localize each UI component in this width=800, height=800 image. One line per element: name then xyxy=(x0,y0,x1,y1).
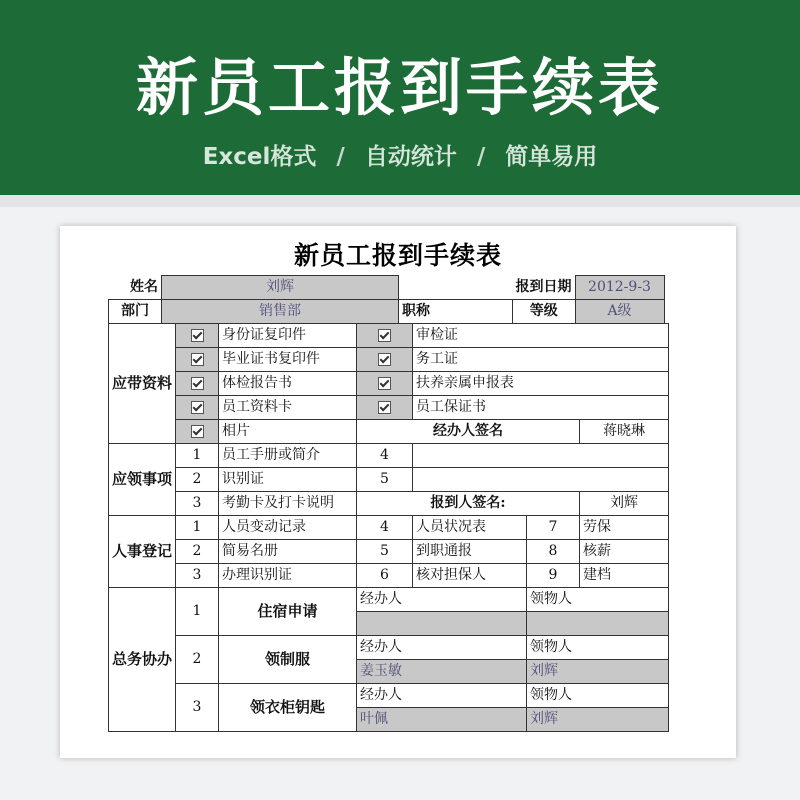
doc-checkbox[interactable] xyxy=(176,396,219,420)
doc-item: 毕业证书复印件 xyxy=(219,348,357,372)
receive-item: 考勤卡及打卡说明 xyxy=(219,492,357,516)
section-hr: 人事登记 xyxy=(109,516,176,588)
checkbox-checked-icon xyxy=(191,425,204,438)
admin-item: 领制服 xyxy=(219,636,357,684)
doc-checkbox[interactable] xyxy=(176,324,219,348)
handler-label: 经办人 xyxy=(357,684,527,708)
checkbox-checked-icon xyxy=(378,401,391,414)
receiver-value[interactable]: 刘辉 xyxy=(527,708,669,732)
hr-item: 核薪 xyxy=(580,540,669,564)
handler-value[interactable]: 叶佩 xyxy=(357,708,527,732)
checkbox-checked-icon xyxy=(378,353,391,366)
form-body-table xyxy=(108,323,669,732)
tag-excel-format: Excel格式 xyxy=(202,144,317,170)
header-banner xyxy=(0,0,800,195)
handler-value[interactable]: 姜玉敏 xyxy=(357,660,527,684)
receive-item: 识别证 xyxy=(219,468,357,492)
doc-checkbox[interactable] xyxy=(176,420,219,444)
hr-item: 办理识别证 xyxy=(219,564,357,588)
divider-band xyxy=(0,195,800,207)
handler-label: 经办人 xyxy=(357,588,527,612)
doc-item: 审检证 xyxy=(413,324,669,348)
checkbox-checked-icon xyxy=(378,329,391,342)
row-dept-position xyxy=(109,300,665,324)
admin-item: 住宿申请 xyxy=(219,588,357,636)
tag-easy-use: 简单易用 xyxy=(505,144,598,170)
hr-no: 4 xyxy=(357,516,413,540)
separator: / xyxy=(476,144,486,170)
receiver-label: 领物人 xyxy=(527,684,669,708)
hr-item: 简易名册 xyxy=(219,540,357,564)
doc-item: 体检报告书 xyxy=(219,372,357,396)
receive-no: 5 xyxy=(357,468,413,492)
grade-value[interactable]: A级 xyxy=(575,300,664,324)
receive-no: 4 xyxy=(357,444,413,468)
hr-no: 5 xyxy=(357,540,413,564)
doc-item: 员工资料卡 xyxy=(219,396,357,420)
hr-item: 核对担保人 xyxy=(413,564,527,588)
handler-label: 经办人 xyxy=(357,636,527,660)
receive-item: 员工手册或简介 xyxy=(219,444,357,468)
admin-no: 2 xyxy=(176,636,219,684)
doc-checkbox[interactable] xyxy=(176,348,219,372)
date-value[interactable]: 2012-9-3 xyxy=(575,276,664,300)
receiver-value[interactable]: 刘辉 xyxy=(527,660,669,684)
hr-item: 人员状况表 xyxy=(413,516,527,540)
doc-checkbox[interactable] xyxy=(357,372,413,396)
name-value[interactable]: 刘辉 xyxy=(162,276,399,300)
row-name-date xyxy=(109,276,665,300)
doc-item: 员工保证书 xyxy=(413,396,669,420)
doc-item: 扶养亲属申报表 xyxy=(413,372,669,396)
form-title: 新员工报到手续表 xyxy=(293,241,502,270)
checkbox-checked-icon xyxy=(191,353,204,366)
hr-no: 7 xyxy=(527,516,580,540)
section-admin: 总务协办 xyxy=(109,588,176,732)
position-label: 职称 xyxy=(402,303,430,319)
separator: / xyxy=(336,144,345,170)
receiver-label: 领物人 xyxy=(527,636,669,660)
reporter-sign-value[interactable]: 刘辉 xyxy=(580,492,669,516)
banner-title: 新员工报到手续表 xyxy=(135,51,664,124)
admin-no: 1 xyxy=(176,588,219,636)
onboarding-form-table xyxy=(108,275,665,324)
hr-no: 1 xyxy=(176,516,219,540)
receive-no: 3 xyxy=(176,492,219,516)
hr-no: 9 xyxy=(527,564,580,588)
hr-item: 劳保 xyxy=(580,516,669,540)
dept-label: 部门 xyxy=(109,300,162,324)
hr-no: 8 xyxy=(527,540,580,564)
hr-item: 建档 xyxy=(580,564,669,588)
date-label: 报到日期 xyxy=(515,278,572,295)
doc-item: 相片 xyxy=(219,420,357,444)
receive-no: 2 xyxy=(176,468,219,492)
doc-checkbox[interactable] xyxy=(176,372,219,396)
section-receive: 应领事项 xyxy=(109,444,176,516)
hr-item: 人员变动记录 xyxy=(219,516,357,540)
checkbox-checked-icon xyxy=(191,377,204,390)
grade-label: 等级 xyxy=(513,300,576,324)
checkbox-checked-icon xyxy=(191,401,204,414)
doc-checkbox[interactable] xyxy=(357,348,413,372)
reporter-sign-label: 报到人签名: xyxy=(357,492,580,516)
checkbox-checked-icon xyxy=(191,329,204,342)
doc-item: 身份证复印件 xyxy=(219,324,357,348)
admin-no: 3 xyxy=(176,684,219,732)
admin-item: 领衣柜钥匙 xyxy=(219,684,357,732)
tag-auto-stats: 自动统计 xyxy=(364,144,457,170)
hr-no: 6 xyxy=(357,564,413,588)
receive-no: 1 xyxy=(176,444,219,468)
hr-item: 到职通报 xyxy=(413,540,527,564)
handler-sign-label: 经办人签名 xyxy=(357,420,580,444)
doc-checkbox[interactable] xyxy=(357,324,413,348)
form-sheet xyxy=(60,226,736,758)
hr-no: 2 xyxy=(176,540,219,564)
name-label: 姓名 xyxy=(130,278,158,295)
receiver-label: 领物人 xyxy=(527,588,669,612)
section-docs: 应带资料 xyxy=(109,324,176,444)
handler-value[interactable] xyxy=(357,612,527,636)
doc-item: 务工证 xyxy=(413,348,669,372)
handler-sign-value[interactable]: 蒋晓琳 xyxy=(580,420,669,444)
checkbox-checked-icon xyxy=(378,377,391,390)
receiver-value[interactable] xyxy=(527,612,669,636)
receive-item-empty[interactable] xyxy=(413,468,669,492)
doc-checkbox[interactable] xyxy=(357,396,413,420)
hr-no: 3 xyxy=(176,564,219,588)
receive-item-empty[interactable] xyxy=(413,444,669,468)
banner-subtitle xyxy=(0,138,800,171)
dept-value[interactable]: 销售部 xyxy=(162,300,399,324)
